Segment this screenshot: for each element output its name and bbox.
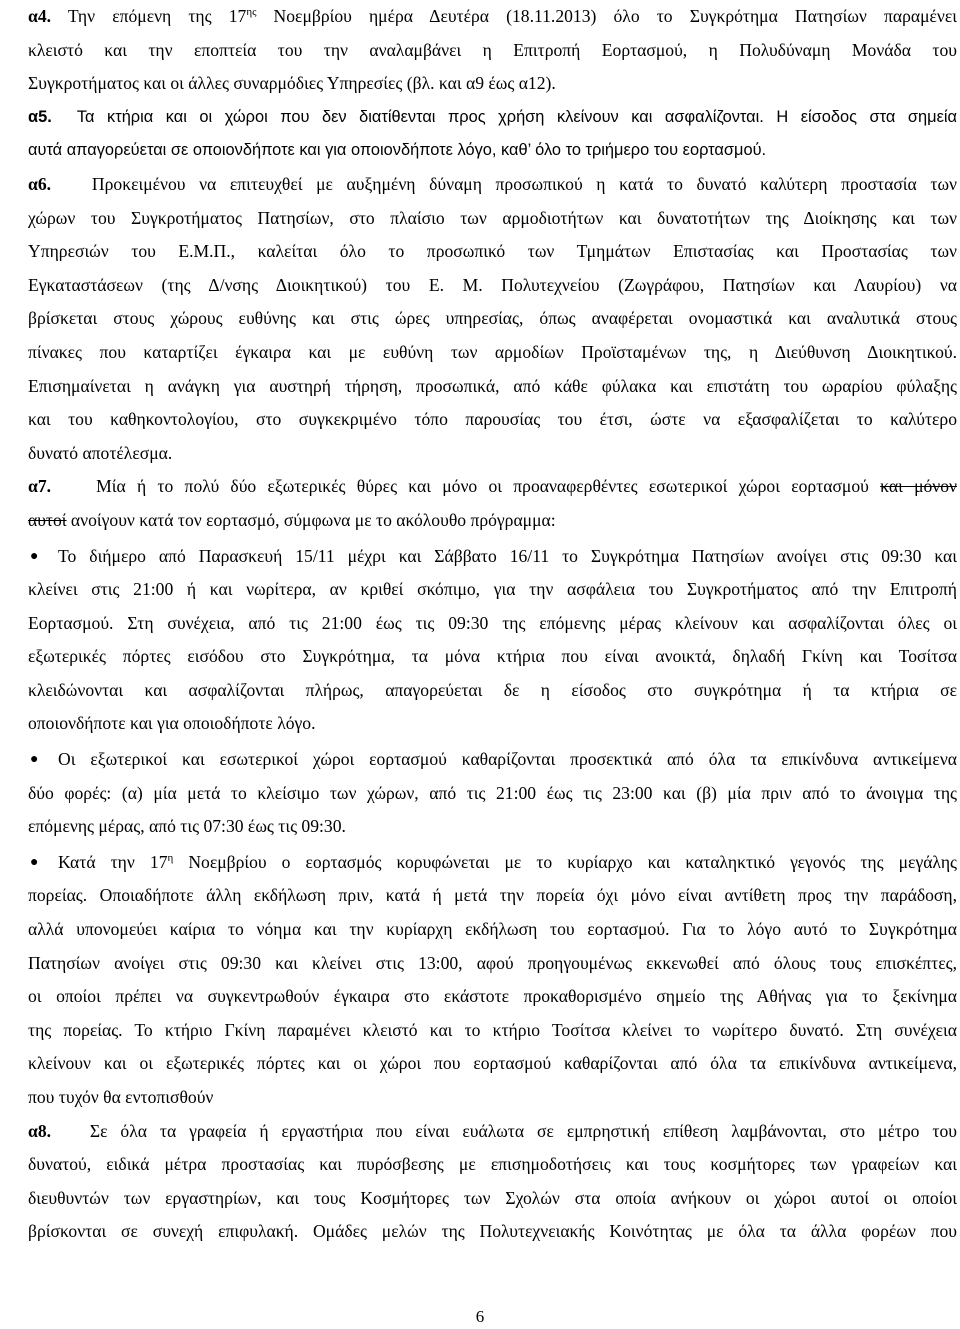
paragraph-a7-line-1: α7. Μία ή το πολύ δύο εξωτερικές θύρες και μόνο οι προαναφερθέντες εσωτερικοί χώροι εορτασμού και μόνον — [28, 476, 957, 497]
paragraph-a4-line-3: Συγκροτήματος και οι άλλες συναρμόδιες Υπηρεσίες (βλ. και α9 έως α12). — [28, 73, 556, 94]
bullet-1-line-1: ● Το διήμερο από Παρασκευή 15/11 μέχρι και Σάββατο 16/11 το Συγκρότημα Πατησίων ανοίγει στις 09:30 και — [28, 540, 957, 574]
paragraph-a5-line-2: αυτά απαγορεύεται σε οποιονδήποτε και για οποιονδήποτε λόγο, καθ’ όλο το τριήμερο του εορτασμού. — [28, 141, 767, 160]
bullet-3-line-5: οι οποίοι πρέπει να συγκεντρωθούν έγκαιρα στο εκάστοτε προκαθορισμένο σημείο της Αθήνας για το ξεκίνημα — [28, 986, 957, 1007]
page-number: 6 — [475, 1307, 485, 1326]
bullet-2-line-2: δύο φορές: (α) μία μετά το κλείσιμο των χώρων, από τις 21:00 έως τις 23:00 και (β) μία πριν από το άνοιγμα της — [28, 782, 957, 803]
bullet-1-line-5: κλειδώνονται και ασφαλίζονται πλήρως, απαγορεύεται δε η είσοδος στο συγκρότημα ή τα κτήρια σε — [28, 679, 957, 700]
paragraph-a6-line-1: α6. Προκειμένου να επιτευχθεί με αυξημένη δύναμη προσωπικού η κατά το δυνατό καλύτερη προστασία των — [28, 173, 957, 194]
struck-text: αυτοί — [28, 509, 67, 530]
paragraph-a6-line-5: βρίσκεται στους χώρους ευθύνης και στις ώρες υπηρεσίας, όπως αναφέρεται ονομαστικά και αναλυτικά στους — [28, 308, 957, 329]
paragraph-a6-line-6: πίνακες που καταρτίζει έγκαιρα και με ευθύνη των αρμοδίων Προϊσταμένων της, η Διεύθυνση Διοικητικού. — [28, 341, 957, 362]
bullet-3-line-1: ● Κατά την $17^\eta$ Νοεμβρίου ο εορτασμός κορυφώνεται με το κυρίαρχο και καταληκτικό γεγονός της μεγάλης — [28, 846, 957, 880]
bullet-1-line-6: οποιονδήποτε και για οποιοδήποτε λόγο. — [28, 713, 316, 734]
paragraph-a8-line-3: διευθυντών των εργαστηρίων, και τους Κοσμήτορες των Σχολών στα οποία ανήκουν οι χώροι αυτοί οι οποίοι — [28, 1187, 957, 1208]
bullet-1-line-2: κλείνει στις 21:00 ή και νωρίτερα, αν κριθεί σκόπιμο, για την ασφάλεια του Συγκροτήματος από την Επιτροπή — [28, 579, 957, 600]
paragraph-a4-line-1: α4. Την επόμενη της $17^{\eta\varsigma}$ Νοεμβρίου ημέρα Δευτέρα (18.11.2013) όλο το Συγκρότημα Πατησίων παραμένει — [28, 6, 957, 26]
paragraph-a8-line-2: δυνατού, ειδικά μέτρα προστασίας και πυρόσβεσης με επισημοδοτήσεις και τους κοσμήτορες των γραφείων και — [28, 1154, 957, 1175]
bullet-icon: ● — [30, 752, 39, 768]
paragraph-a6-line-4: Εγκαταστάσεων (της Δ/νσης Διοικητικού) του Ε. Μ. Πολυτεχνείου (Ζωγράφου, Πατησίων και Λαυρίου) να — [28, 274, 957, 295]
paragraph-a6-line-9: δυνατό αποτέλεσμα. — [28, 442, 173, 463]
paragraph-number: α6. — [28, 173, 52, 194]
bullet-icon: ● — [30, 854, 39, 870]
bullet-3-line-7: κλείνουν και οι εξωτερικές πόρτες και οι χώροι που εορτασμού καθαρίζονται από όλα τα επικίνδυνα αντικείμενα, — [28, 1053, 957, 1074]
paragraph-number: α5. — [28, 107, 52, 126]
paragraph-a6-line-2: χώρων του Συγκροτήματος Πατησίων, στο πλαίσιο των αρμοδιοτήτων και δυνατοτήτων της Διοίκησης και των — [28, 207, 957, 228]
paragraph-a7-line-2: αυτοί ανοίγουν κατά τον εορτασμό, σύμφωνα με το ακόλουθο πρόγραμμα: — [28, 509, 556, 530]
paragraph-number: α7. — [28, 476, 52, 497]
paragraph-number: α8. — [28, 1120, 52, 1141]
paragraph-a4-line-2: κλειστό και την εποπτεία του την αναλαμβάνει η Επιτροπή Εορτασμού, η Πολυδύναμη Μονάδα του — [28, 39, 957, 60]
paragraph-a8-line-4: βρίσκονται σε συνεχή επιφυλακή. Ομάδες μελών της Πολυτεχνειακής Κοινότητας με όλα τα άλλα φορέων που — [28, 1221, 957, 1242]
bullet-2-line-1: ● Οι εξωτερικοί και εσωτερικοί χώροι εορτασμού καθαρίζονται προσεκτικά από όλα τα επικίνδυνα αντικείμενα — [28, 743, 957, 777]
bullet-3-line-8: που τυχόν θα εντοπισθούν — [28, 1087, 214, 1107]
bullet-3-line-2: πορείας. Οποιαδήποτε άλλη εκδήλωση πριν, κατά ή μετά την πορεία όχι μόνο είναι αντίθετη προς την παράδοση, — [28, 885, 957, 906]
bullet-icon: ● — [30, 548, 39, 564]
bullet-2-line-3: επόμενης μέρας, από τις 07:30 έως τις 09:30. — [28, 816, 346, 837]
paragraph-a6-line-8: και του καθηκοντολογίου, στο συγκεκριμένο τόπο παρουσίας του έτσι, ώστε να εξασφαλίζεται το καλύτερο — [28, 409, 957, 430]
bullet-1-line-3: Εορτασμού. Στη συνέχεια, από τις 21:00 έως τις 09:30 της επόμενης μέρας κλείνουν και ασφαλίζονται όλες οι — [28, 612, 957, 633]
paragraph-a5-line-1: α5. Τα κτήρια και οι χώροι που δεν διατίθενται προς χρήση κλείνουν και ασφαλίζονται. Η είσοδος στα σημεία — [28, 107, 957, 126]
bullet-3-line-3: αλλά υπονομεύει καίρια το νόημα και την κυρίαρχη εκδήλωση του εορτασμού. Για το λόγο αυτό το Συγκρότημα — [28, 919, 957, 940]
paragraph-a8-line-1: α8. Σε όλα τα γραφεία ή εργαστήρια που είναι ευάλωτα σε εμπρηστική επίθεση λαμβάνονται, στο μέτρο του — [28, 1120, 957, 1141]
paragraph-a6-line-3: Υπηρεσιών του Ε.Μ.Π., καλείται όλο το προσωπικό των Τμημάτων Επιστασίας και Προστασίας των — [28, 241, 957, 262]
document-page — [28, 0, 957, 1249]
struck-text: και μόνον — [880, 476, 957, 497]
paragraph-a6-line-7: Επισημαίνεται η ανάγκη για αυστηρή τήρηση, προσωπικά, από κάθε φύλακα και επιστάτη του ωραρίου φύλαξης — [28, 375, 957, 396]
bullet-1-line-4: εξωτερικές πόρτες εισόδου στο Συγκρότημα, τα μόνα κτήρια που είναι ανοικτά, δηλαδή Γκίνη και Τοσίτσα — [28, 646, 957, 667]
bullet-3-line-4: Πατησίων ανοίγει στις 09:30 και κλείνει στις 13:00, αφού προηγουμένως εκκενωθεί από όλους τους επισκέπτες, — [28, 952, 957, 973]
bullet-3-line-6: της πορείας. Το κτήριο Γκίνη παραμένει κλειστό και το κτήριο Τοσίτσα κλείνει το νωρίτερο δυνατό. Στη συνέχεια — [28, 1019, 957, 1040]
paragraph-number: α4. — [28, 6, 52, 26]
